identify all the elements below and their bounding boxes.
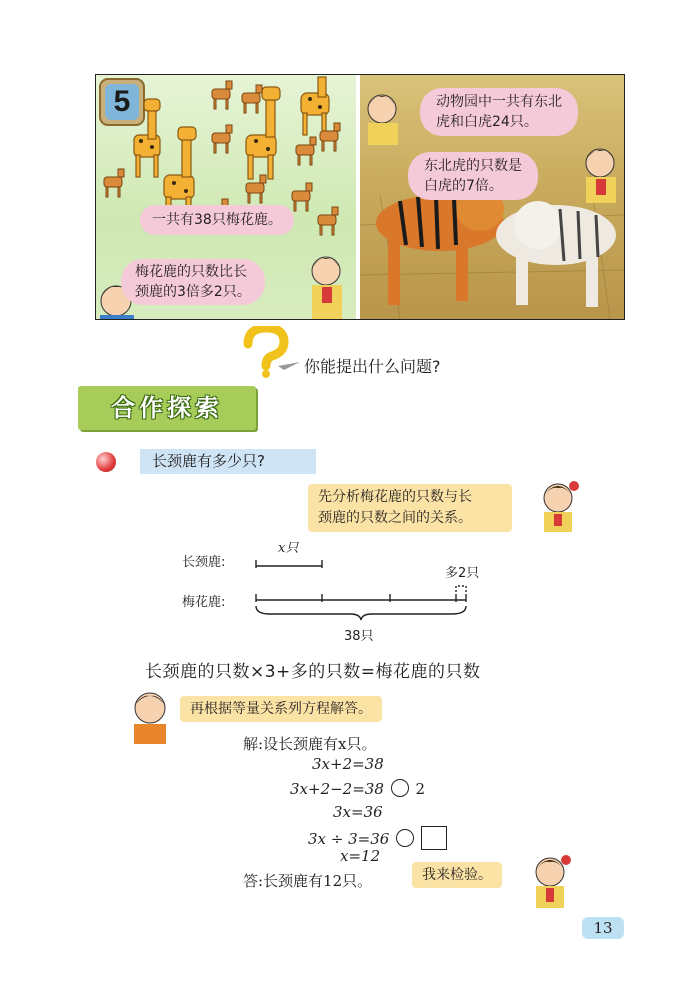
operator-blank-circle[interactable]	[391, 779, 409, 797]
diagram-deer-label: 梅花鹿:	[182, 595, 226, 610]
section-header	[78, 386, 256, 430]
solution-answer: 答:长颈鹿有12只。	[243, 872, 373, 890]
solution-line6: x=12	[340, 847, 381, 865]
bubble-total-deer-text: 一共有38只梅花鹿。	[152, 212, 282, 228]
bubble-total-deer	[140, 205, 294, 235]
diagram-x-label: x只	[278, 541, 299, 556]
white-tiger	[496, 201, 616, 307]
solution-line1: 解:设长颈鹿有x只。	[243, 735, 377, 753]
solution-line3-left: 3x+2−2=38	[290, 780, 384, 798]
bubble-deer-relation-line2: 颈鹿的3倍多2只。	[135, 284, 251, 300]
hint-bubble-analysis	[308, 484, 512, 532]
solution-line2: 3x+2=38	[312, 755, 384, 773]
girl-figure	[310, 257, 342, 319]
diagram-extra-label: 多2只	[445, 566, 480, 581]
bullet-icon	[96, 452, 116, 472]
bubble-tiger-total	[420, 88, 578, 136]
solution-line4: 3x=36	[333, 803, 383, 821]
page-number-box	[582, 917, 624, 939]
solution-line3	[290, 779, 425, 798]
bubble-tiger-ratio	[408, 152, 538, 200]
hint-analysis-line2: 颈鹿的只数之间的关系。	[318, 510, 472, 526]
girl-avatar	[528, 478, 588, 532]
check-bubble	[412, 862, 502, 888]
answer-blank-box[interactable]	[421, 826, 447, 850]
problem-number: 5	[113, 85, 131, 118]
girl-figure-right	[366, 95, 398, 145]
bubble-deer-relation	[121, 259, 265, 305]
page-number: 13	[593, 919, 613, 937]
bubble-tiger-total-line2: 虎和白虎24只。	[436, 114, 538, 130]
solution-line3-right: 2	[415, 780, 425, 798]
hint-analysis-line1: 先分析梅花鹿的只数与长	[318, 489, 472, 505]
siberian-tiger	[376, 187, 504, 305]
bubble-tiger-total-line1: 动物园中一共有东北	[436, 94, 562, 110]
segment-diagram	[250, 556, 480, 626]
bubble-tiger-ratio-line2: 白虎的7倍。	[424, 178, 503, 194]
operator-blank-circle-2[interactable]	[396, 829, 414, 847]
task-label: 长颈鹿有多少只?	[152, 452, 265, 470]
question-prompt: 你能提出什么问题?	[304, 357, 441, 376]
boy-avatar	[124, 688, 180, 746]
hint-equation-text: 再根据等量关系列方程解答。	[190, 701, 372, 717]
diagram-total-label: 38只	[344, 629, 374, 644]
girl-avatar-2	[520, 852, 580, 910]
hint-bubble-equation	[180, 696, 382, 722]
bubble-tiger-ratio-line1: 东北虎的只数是	[424, 158, 522, 174]
diagram-giraffe-label: 长颈鹿:	[182, 555, 226, 570]
section-title: 合作探索	[111, 394, 223, 422]
solution-line5-left: 3x ÷ 3=36	[308, 830, 390, 848]
quantity-relation: 长颈鹿的只数×3+多的只数=梅花鹿的只数	[145, 662, 481, 682]
question-mark-icon	[238, 326, 302, 378]
bubble-deer-relation-line1: 梅花鹿的只数比长	[135, 264, 247, 280]
task-label-box	[140, 449, 316, 474]
check-bubble-text: 我来检验。	[422, 867, 492, 883]
